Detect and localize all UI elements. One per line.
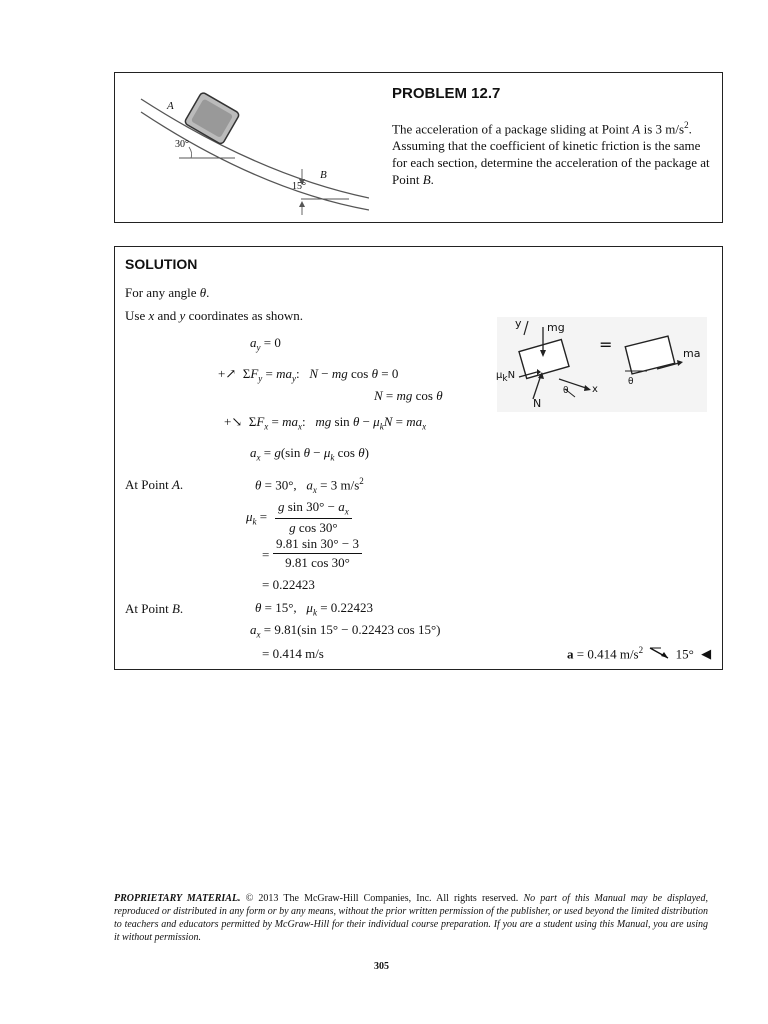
eq-sum-fy: +↗ $\Sigma F_y = ma_y$: N − mg cos θ = 0 [218, 366, 399, 384]
fbd-equals: = [599, 335, 613, 354]
figure-label-a: A [167, 100, 174, 112]
axis-arrow-x: +↘ [224, 414, 243, 429]
point-b-ax: $a_x = 9.81(\sin$ 15° − 0.22423 cos 15°) [250, 622, 441, 640]
solution-box [114, 246, 723, 670]
mu-k-numeric-den: 9.81 cos 30° [285, 555, 350, 570]
eq-sum-fx: +↘ $\Sigma F_x = ma_x$: mg $\sin \theta - \mu_kN = ma_x$ [224, 414, 427, 432]
copyright-notice: PROPRIETARY MATERIAL. © 2013 The McGraw-Hill Companies, Inc. All rights reserved. No part of this Manual may be displayed, reproduced or distributed in any form or by any means, without the prior written permission of the publisher, or used beyond the limited distribution to teachers and educators permitted by McGraw-Hill for their individual course preparation. If you are a student using this Manual, you are using it without permission. [114, 893, 708, 943]
mu-k-symbolic-den: g cos 30° [289, 519, 338, 535]
at-point-b-label: At Point B. [125, 601, 184, 616]
mu-k-numeric-num: 9.81 sin 30° − 3 [273, 536, 362, 554]
page-number: 305 [374, 961, 389, 972]
figure-label-b: B [320, 169, 327, 181]
point-b-given: θ = 15°, $\mu_k = 0.22423$ [255, 600, 374, 618]
free-body-diagram [497, 317, 707, 412]
axis-arrow-y: +↗ [218, 366, 237, 381]
mu-k-result: = 0.22423 [262, 577, 315, 592]
fbd-label-n: N [533, 397, 542, 410]
fbd-label-mukn: $\mu_kN$ [496, 370, 516, 384]
direction-arrow-icon [648, 646, 670, 660]
mu-k-numeric-fraction [273, 536, 362, 571]
intro-line-2: Use x and y coordinates as shown. [125, 308, 304, 323]
fbd-label-ma: ma [683, 347, 701, 360]
mu-k-symbolic-fraction [275, 499, 352, 536]
figure-label-15: 15° [292, 181, 306, 192]
solution-title: SOLUTION [125, 256, 198, 272]
angle-arc-30 [189, 147, 192, 158]
problem-box [114, 72, 723, 223]
fbd-label-mg: mg [547, 321, 565, 334]
mu-k-symbol: $\mu_k$ = [246, 509, 268, 527]
mu-k-symbolic-num: g $\sin 30^\circ - a_x$ [275, 499, 352, 519]
problem-title: PROBLEM 12.7 [392, 85, 501, 102]
final-answer: a = 0.414 $m/s^2$ 15° ◀ [567, 645, 712, 662]
incline-figure [119, 75, 369, 220]
fbd-label-theta-2: θ [628, 377, 634, 387]
fbd-label-x: x [592, 384, 598, 395]
answer-end-marker-icon: ◀ [701, 646, 712, 662]
problem-statement: The acceleration of a package sliding at Point A is 3 $m/s^2$. Assuming that the coefficient of kinetic friction is the same for each section, determine the acceleration of the package at Point B. [392, 120, 710, 188]
intro-line-1: For any angle θ. [125, 285, 210, 300]
mu-k-equals: = [262, 547, 270, 562]
point-a-given: θ = 30°, $a_x = 3$ $m/s^2$ [255, 476, 364, 495]
eq-ax-general: $a_x = g(\sin$ $\theta - \mu_k$ cos θ) [250, 445, 369, 463]
figure-label-30: 30° [175, 139, 189, 150]
eq-ay: $a_y = 0$ [250, 335, 281, 353]
package-block [184, 92, 240, 145]
eq-normal-force: N = mg cos θ [374, 388, 443, 403]
fbd-label-y: y [515, 317, 522, 330]
point-b-value: = 0.414 m/s [262, 646, 324, 661]
at-point-a-label: At Point A. [125, 477, 184, 492]
fbd-label-theta: θ [563, 386, 569, 396]
